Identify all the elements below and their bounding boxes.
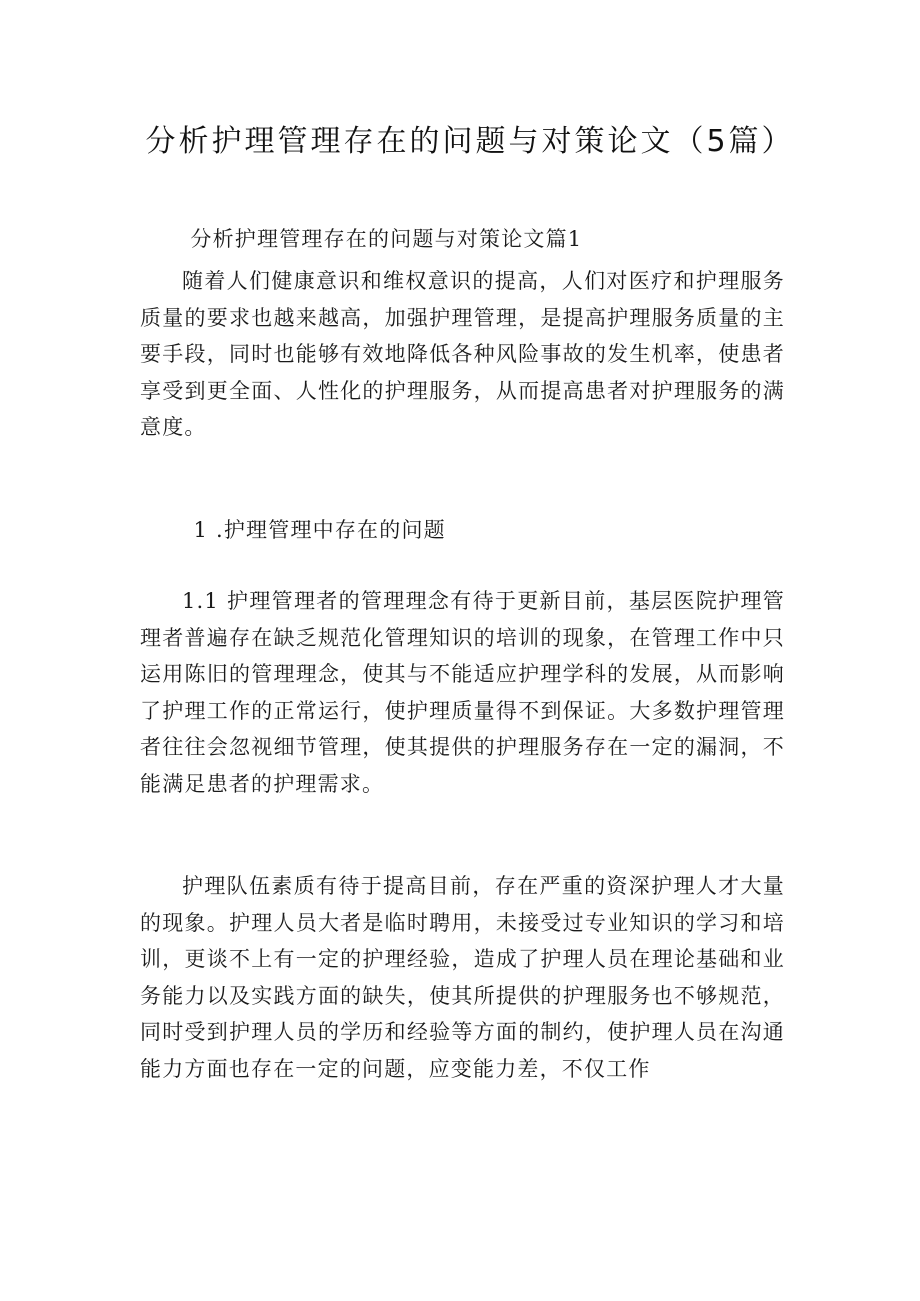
- intro-paragraph: 随着人们健康意识和维权意识的提高，人们对医疗和护理服务质量的要求也越来越高，加强护理管理，是提高护理服务质量的主要手段，同时也能够有效地降低各种风险事故的发生机率，使患者享受到更全面、人性化的护理服务，从而提高患者对护理服务的满意度。: [140, 269, 785, 439]
- subsection-paragraph: 1.1 护理管理者的管理理念有待于更新目前，基层医院护理管理者普遍存在缺乏规范化管理知识的培训的现象，在管理工作中只运用陈旧的管理理念，使其与不能适应护理学科的发展，从而影响了护理工作的正常运行，使护理质量得不到保证。大多数护理管理者往往会忽视细节管理，使其提供的护理服务存在一定的漏洞，不能满足患者的护理需求。: [140, 589, 785, 796]
- section-heading: 1 .护理管理中存在的问题: [193, 518, 446, 542]
- article-subtitle: 分析护理管理存在的问题与对策论文篇1: [190, 227, 583, 251]
- body-paragraph: 护理队伍素质有待于提高目前，存在严重的资深护理人才大量的现象。护理人员大者是临时聘用，未接受过专业知识的学习和培训，更谈不上有一定的护理经验，造成了护理人员在理论基础和业务能力以及实践方面的缺失，使其所提供的护理服务也不够规范，同时受到护理人员的学历和经验等方面的制约，使护理人员在沟通能力方面也存在一定的问题，应变能力差，不仅工作: [140, 874, 785, 1081]
- document-title: 分析护理管理存在的问题与对策论文（5篇）: [145, 124, 795, 159]
